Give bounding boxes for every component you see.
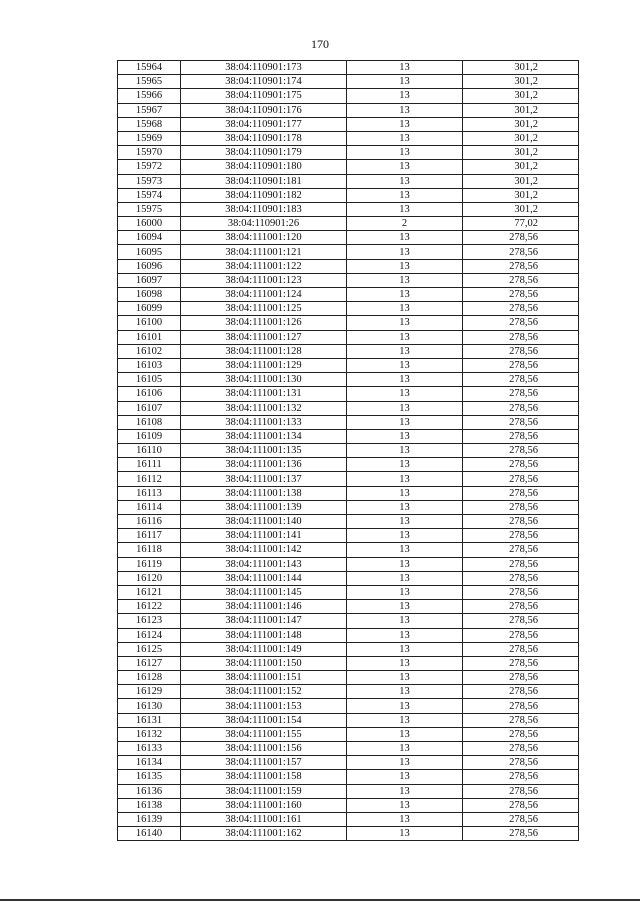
row-number-cell: 16094 bbox=[118, 231, 181, 245]
cadastral-number-cell: 38:04:111001:162 bbox=[181, 827, 347, 841]
count-cell: 13 bbox=[347, 671, 463, 685]
row-number-cell: 16133 bbox=[118, 742, 181, 756]
area-cell: 278,56 bbox=[463, 713, 579, 727]
row-number-cell: 15966 bbox=[118, 89, 181, 103]
area-cell: 301,2 bbox=[463, 146, 579, 160]
cadastral-number-cell: 38:04:111001:144 bbox=[181, 571, 347, 585]
count-cell: 13 bbox=[347, 699, 463, 713]
cadastral-number-cell: 38:04:110901:182 bbox=[181, 188, 347, 202]
cadastral-number-cell: 38:04:111001:125 bbox=[181, 302, 347, 316]
row-number-cell: 16097 bbox=[118, 273, 181, 287]
table-row bbox=[118, 642, 579, 656]
area-cell: 278,56 bbox=[463, 273, 579, 287]
row-number-cell: 16108 bbox=[118, 415, 181, 429]
cadastral-number-cell: 38:04:111001:140 bbox=[181, 515, 347, 529]
table-row bbox=[118, 784, 579, 798]
table-row bbox=[118, 415, 579, 429]
count-cell: 13 bbox=[347, 401, 463, 415]
cadastral-number-cell: 38:04:111001:128 bbox=[181, 344, 347, 358]
area-cell: 77,02 bbox=[463, 217, 579, 231]
count-cell: 13 bbox=[347, 188, 463, 202]
cadastral-number-cell: 38:04:111001:129 bbox=[181, 358, 347, 372]
table-row bbox=[118, 358, 579, 372]
area-cell: 278,56 bbox=[463, 685, 579, 699]
cadastral-number-cell: 38:04:111001:139 bbox=[181, 500, 347, 514]
table-row bbox=[118, 458, 579, 472]
count-cell: 13 bbox=[347, 628, 463, 642]
row-number-cell: 16138 bbox=[118, 798, 181, 812]
row-number-cell: 16136 bbox=[118, 784, 181, 798]
registry-table-body bbox=[118, 61, 579, 841]
area-cell: 278,56 bbox=[463, 727, 579, 741]
area-cell: 278,56 bbox=[463, 827, 579, 841]
count-cell: 13 bbox=[347, 160, 463, 174]
table-row bbox=[118, 727, 579, 741]
area-cell: 278,56 bbox=[463, 472, 579, 486]
cadastral-number-cell: 38:04:111001:156 bbox=[181, 742, 347, 756]
table-row bbox=[118, 543, 579, 557]
row-number-cell: 15973 bbox=[118, 174, 181, 188]
count-cell: 13 bbox=[347, 302, 463, 316]
area-cell: 278,56 bbox=[463, 500, 579, 514]
cadastral-number-cell: 38:04:111001:152 bbox=[181, 685, 347, 699]
row-number-cell: 16103 bbox=[118, 358, 181, 372]
cadastral-number-cell: 38:04:110901:178 bbox=[181, 131, 347, 145]
cadastral-number-cell: 38:04:110901:179 bbox=[181, 146, 347, 160]
row-number-cell: 16096 bbox=[118, 259, 181, 273]
cadastral-number-cell: 38:04:110901:26 bbox=[181, 217, 347, 231]
table-row bbox=[118, 288, 579, 302]
count-cell: 13 bbox=[347, 131, 463, 145]
row-number-cell: 16111 bbox=[118, 458, 181, 472]
row-number-cell: 16134 bbox=[118, 756, 181, 770]
count-cell: 13 bbox=[347, 444, 463, 458]
row-number-cell: 16105 bbox=[118, 373, 181, 387]
area-cell: 278,56 bbox=[463, 316, 579, 330]
count-cell: 13 bbox=[347, 472, 463, 486]
table-row bbox=[118, 89, 579, 103]
cadastral-number-cell: 38:04:111001:135 bbox=[181, 444, 347, 458]
cadastral-number-cell: 38:04:111001:147 bbox=[181, 614, 347, 628]
count-cell: 13 bbox=[347, 231, 463, 245]
area-cell: 278,56 bbox=[463, 429, 579, 443]
table-row bbox=[118, 685, 579, 699]
count-cell: 13 bbox=[347, 259, 463, 273]
row-number-cell: 15975 bbox=[118, 202, 181, 216]
area-cell: 278,56 bbox=[463, 486, 579, 500]
table-row bbox=[118, 302, 579, 316]
row-number-cell: 16098 bbox=[118, 288, 181, 302]
area-cell: 278,56 bbox=[463, 600, 579, 614]
count-cell: 13 bbox=[347, 756, 463, 770]
area-cell: 278,56 bbox=[463, 515, 579, 529]
cadastral-number-cell: 38:04:111001:141 bbox=[181, 529, 347, 543]
row-number-cell: 16129 bbox=[118, 685, 181, 699]
count-cell: 13 bbox=[347, 245, 463, 259]
table-row bbox=[118, 316, 579, 330]
table-row bbox=[118, 75, 579, 89]
table-row bbox=[118, 585, 579, 599]
row-number-cell: 16109 bbox=[118, 429, 181, 443]
table-row bbox=[118, 117, 579, 131]
row-number-cell: 15965 bbox=[118, 75, 181, 89]
table-row bbox=[118, 429, 579, 443]
row-number-cell: 16123 bbox=[118, 614, 181, 628]
area-cell: 278,56 bbox=[463, 671, 579, 685]
area-cell: 278,56 bbox=[463, 259, 579, 273]
cadastral-number-cell: 38:04:111001:151 bbox=[181, 671, 347, 685]
row-number-cell: 16100 bbox=[118, 316, 181, 330]
count-cell: 13 bbox=[347, 571, 463, 585]
count-cell: 13 bbox=[347, 600, 463, 614]
count-cell: 13 bbox=[347, 515, 463, 529]
count-cell: 13 bbox=[347, 486, 463, 500]
row-number-cell: 16116 bbox=[118, 515, 181, 529]
table-row bbox=[118, 146, 579, 160]
table-row bbox=[118, 671, 579, 685]
table-row bbox=[118, 160, 579, 174]
cadastral-number-cell: 38:04:111001:130 bbox=[181, 373, 347, 387]
area-cell: 278,56 bbox=[463, 812, 579, 826]
cadastral-number-cell: 38:04:110901:180 bbox=[181, 160, 347, 174]
cadastral-number-cell: 38:04:111001:131 bbox=[181, 387, 347, 401]
table-row bbox=[118, 614, 579, 628]
count-cell: 13 bbox=[347, 146, 463, 160]
area-cell: 278,56 bbox=[463, 543, 579, 557]
cadastral-number-cell: 38:04:111001:160 bbox=[181, 798, 347, 812]
count-cell: 13 bbox=[347, 344, 463, 358]
area-cell: 278,56 bbox=[463, 387, 579, 401]
table-row bbox=[118, 628, 579, 642]
cadastral-number-cell: 38:04:110901:173 bbox=[181, 61, 347, 75]
area-cell: 278,56 bbox=[463, 557, 579, 571]
row-number-cell: 16128 bbox=[118, 671, 181, 685]
row-number-cell: 16127 bbox=[118, 656, 181, 670]
cadastral-number-cell: 38:04:111001:155 bbox=[181, 727, 347, 741]
count-cell: 13 bbox=[347, 373, 463, 387]
table-row bbox=[118, 245, 579, 259]
row-number-cell: 16121 bbox=[118, 585, 181, 599]
table-row bbox=[118, 515, 579, 529]
count-cell: 13 bbox=[347, 358, 463, 372]
count-cell: 2 bbox=[347, 217, 463, 231]
area-cell: 278,56 bbox=[463, 344, 579, 358]
count-cell: 13 bbox=[347, 742, 463, 756]
registry-table bbox=[117, 60, 579, 841]
area-cell: 301,2 bbox=[463, 75, 579, 89]
area-cell: 278,56 bbox=[463, 585, 579, 599]
area-cell: 278,56 bbox=[463, 614, 579, 628]
cadastral-number-cell: 38:04:111001:158 bbox=[181, 770, 347, 784]
cadastral-number-cell: 38:04:111001:145 bbox=[181, 585, 347, 599]
table-row bbox=[118, 472, 579, 486]
count-cell: 13 bbox=[347, 415, 463, 429]
table-row bbox=[118, 174, 579, 188]
cadastral-number-cell: 38:04:111001:142 bbox=[181, 543, 347, 557]
row-number-cell: 16125 bbox=[118, 642, 181, 656]
area-cell: 278,56 bbox=[463, 373, 579, 387]
page-number: 170 bbox=[311, 37, 329, 51]
row-number-cell: 16130 bbox=[118, 699, 181, 713]
cadastral-number-cell: 38:04:111001:137 bbox=[181, 472, 347, 486]
table-row bbox=[118, 770, 579, 784]
row-number-cell: 16124 bbox=[118, 628, 181, 642]
cadastral-number-cell: 38:04:111001:124 bbox=[181, 288, 347, 302]
cadastral-number-cell: 38:04:110901:183 bbox=[181, 202, 347, 216]
cadastral-number-cell: 38:04:111001:132 bbox=[181, 401, 347, 415]
count-cell: 13 bbox=[347, 500, 463, 514]
table-row bbox=[118, 401, 579, 415]
count-cell: 13 bbox=[347, 89, 463, 103]
row-number-cell: 16135 bbox=[118, 770, 181, 784]
cadastral-number-cell: 38:04:111001:122 bbox=[181, 259, 347, 273]
area-cell: 301,2 bbox=[463, 202, 579, 216]
area-cell: 278,56 bbox=[463, 656, 579, 670]
count-cell: 13 bbox=[347, 273, 463, 287]
area-cell: 278,56 bbox=[463, 458, 579, 472]
cadastral-number-cell: 38:04:111001:154 bbox=[181, 713, 347, 727]
count-cell: 13 bbox=[347, 117, 463, 131]
cadastral-number-cell: 38:04:110901:176 bbox=[181, 103, 347, 117]
count-cell: 13 bbox=[347, 727, 463, 741]
cadastral-number-cell: 38:04:111001:146 bbox=[181, 600, 347, 614]
count-cell: 13 bbox=[347, 75, 463, 89]
row-number-cell: 16113 bbox=[118, 486, 181, 500]
table-row bbox=[118, 202, 579, 216]
area-cell: 301,2 bbox=[463, 61, 579, 75]
table-row bbox=[118, 656, 579, 670]
count-cell: 13 bbox=[347, 784, 463, 798]
cadastral-number-cell: 38:04:110901:174 bbox=[181, 75, 347, 89]
row-number-cell: 15967 bbox=[118, 103, 181, 117]
area-cell: 278,56 bbox=[463, 756, 579, 770]
area-cell: 278,56 bbox=[463, 358, 579, 372]
count-cell: 13 bbox=[347, 827, 463, 841]
row-number-cell: 15968 bbox=[118, 117, 181, 131]
area-cell: 278,56 bbox=[463, 401, 579, 415]
area-cell: 278,56 bbox=[463, 798, 579, 812]
area-cell: 278,56 bbox=[463, 628, 579, 642]
table-row bbox=[118, 557, 579, 571]
table-row bbox=[118, 600, 579, 614]
row-number-cell: 16107 bbox=[118, 401, 181, 415]
area-cell: 278,56 bbox=[463, 699, 579, 713]
row-number-cell: 16117 bbox=[118, 529, 181, 543]
cadastral-number-cell: 38:04:111001:123 bbox=[181, 273, 347, 287]
row-number-cell: 16102 bbox=[118, 344, 181, 358]
area-cell: 301,2 bbox=[463, 160, 579, 174]
count-cell: 13 bbox=[347, 656, 463, 670]
area-cell: 301,2 bbox=[463, 103, 579, 117]
area-cell: 301,2 bbox=[463, 174, 579, 188]
row-number-cell: 16122 bbox=[118, 600, 181, 614]
cadastral-number-cell: 38:04:111001:153 bbox=[181, 699, 347, 713]
cadastral-number-cell: 38:04:110901:177 bbox=[181, 117, 347, 131]
count-cell: 13 bbox=[347, 103, 463, 117]
table-row bbox=[118, 500, 579, 514]
table-row bbox=[118, 131, 579, 145]
table-row bbox=[118, 259, 579, 273]
area-cell: 278,56 bbox=[463, 742, 579, 756]
cadastral-number-cell: 38:04:111001:120 bbox=[181, 231, 347, 245]
table-row bbox=[118, 188, 579, 202]
table-row bbox=[118, 812, 579, 826]
area-cell: 301,2 bbox=[463, 117, 579, 131]
cadastral-number-cell: 38:04:111001:161 bbox=[181, 812, 347, 826]
cadastral-number-cell: 38:04:111001:127 bbox=[181, 330, 347, 344]
row-number-cell: 16118 bbox=[118, 543, 181, 557]
cadastral-number-cell: 38:04:111001:121 bbox=[181, 245, 347, 259]
area-cell: 278,56 bbox=[463, 571, 579, 585]
table-row bbox=[118, 61, 579, 75]
row-number-cell: 16095 bbox=[118, 245, 181, 259]
cadastral-number-cell: 38:04:111001:126 bbox=[181, 316, 347, 330]
row-number-cell: 16119 bbox=[118, 557, 181, 571]
cadastral-number-cell: 38:04:111001:150 bbox=[181, 656, 347, 670]
row-number-cell: 15974 bbox=[118, 188, 181, 202]
table-row bbox=[118, 373, 579, 387]
cadastral-number-cell: 38:04:110901:175 bbox=[181, 89, 347, 103]
table-row bbox=[118, 529, 579, 543]
row-number-cell: 16101 bbox=[118, 330, 181, 344]
count-cell: 13 bbox=[347, 529, 463, 543]
row-number-cell: 16000 bbox=[118, 217, 181, 231]
row-number-cell: 15969 bbox=[118, 131, 181, 145]
table-row bbox=[118, 273, 579, 287]
count-cell: 13 bbox=[347, 770, 463, 784]
table-row bbox=[118, 571, 579, 585]
area-cell: 278,56 bbox=[463, 231, 579, 245]
row-number-cell: 16132 bbox=[118, 727, 181, 741]
row-number-cell: 16120 bbox=[118, 571, 181, 585]
cadastral-number-cell: 38:04:111001:134 bbox=[181, 429, 347, 443]
row-number-cell: 15970 bbox=[118, 146, 181, 160]
row-number-cell: 16099 bbox=[118, 302, 181, 316]
count-cell: 13 bbox=[347, 585, 463, 599]
table-row bbox=[118, 798, 579, 812]
area-cell: 278,56 bbox=[463, 770, 579, 784]
table-row bbox=[118, 217, 579, 231]
cadastral-number-cell: 38:04:111001:138 bbox=[181, 486, 347, 500]
table-row bbox=[118, 699, 579, 713]
area-cell: 301,2 bbox=[463, 131, 579, 145]
count-cell: 13 bbox=[347, 642, 463, 656]
table-row bbox=[118, 103, 579, 117]
area-cell: 278,56 bbox=[463, 642, 579, 656]
table-row bbox=[118, 444, 579, 458]
count-cell: 13 bbox=[347, 713, 463, 727]
row-number-cell: 16114 bbox=[118, 500, 181, 514]
cadastral-number-cell: 38:04:110901:181 bbox=[181, 174, 347, 188]
row-number-cell: 16131 bbox=[118, 713, 181, 727]
area-cell: 278,56 bbox=[463, 529, 579, 543]
count-cell: 13 bbox=[347, 61, 463, 75]
count-cell: 13 bbox=[347, 458, 463, 472]
count-cell: 13 bbox=[347, 288, 463, 302]
area-cell: 278,56 bbox=[463, 330, 579, 344]
area-cell: 301,2 bbox=[463, 188, 579, 202]
table-row bbox=[118, 486, 579, 500]
area-cell: 278,56 bbox=[463, 245, 579, 259]
table-row bbox=[118, 330, 579, 344]
table-row bbox=[118, 827, 579, 841]
cadastral-number-cell: 38:04:111001:148 bbox=[181, 628, 347, 642]
table-row bbox=[118, 344, 579, 358]
area-cell: 301,2 bbox=[463, 89, 579, 103]
area-cell: 278,56 bbox=[463, 784, 579, 798]
count-cell: 13 bbox=[347, 174, 463, 188]
table-row bbox=[118, 387, 579, 401]
page-bottom-edge bbox=[0, 899, 640, 901]
table-row bbox=[118, 231, 579, 245]
count-cell: 13 bbox=[347, 543, 463, 557]
cadastral-number-cell: 38:04:111001:136 bbox=[181, 458, 347, 472]
cadastral-number-cell: 38:04:111001:159 bbox=[181, 784, 347, 798]
row-number-cell: 15972 bbox=[118, 160, 181, 174]
count-cell: 13 bbox=[347, 812, 463, 826]
count-cell: 13 bbox=[347, 798, 463, 812]
table-row bbox=[118, 756, 579, 770]
area-cell: 278,56 bbox=[463, 415, 579, 429]
count-cell: 13 bbox=[347, 330, 463, 344]
count-cell: 13 bbox=[347, 429, 463, 443]
table-row bbox=[118, 742, 579, 756]
row-number-cell: 16112 bbox=[118, 472, 181, 486]
row-number-cell: 16110 bbox=[118, 444, 181, 458]
area-cell: 278,56 bbox=[463, 288, 579, 302]
row-number-cell: 16139 bbox=[118, 812, 181, 826]
count-cell: 13 bbox=[347, 202, 463, 216]
count-cell: 13 bbox=[347, 387, 463, 401]
row-number-cell: 15964 bbox=[118, 61, 181, 75]
area-cell: 278,56 bbox=[463, 302, 579, 316]
count-cell: 13 bbox=[347, 557, 463, 571]
row-number-cell: 16106 bbox=[118, 387, 181, 401]
table-row bbox=[118, 713, 579, 727]
count-cell: 13 bbox=[347, 316, 463, 330]
cadastral-number-cell: 38:04:111001:157 bbox=[181, 756, 347, 770]
count-cell: 13 bbox=[347, 685, 463, 699]
count-cell: 13 bbox=[347, 614, 463, 628]
row-number-cell: 16140 bbox=[118, 827, 181, 841]
cadastral-number-cell: 38:04:111001:149 bbox=[181, 642, 347, 656]
cadastral-number-cell: 38:04:111001:143 bbox=[181, 557, 347, 571]
cadastral-number-cell: 38:04:111001:133 bbox=[181, 415, 347, 429]
area-cell: 278,56 bbox=[463, 444, 579, 458]
